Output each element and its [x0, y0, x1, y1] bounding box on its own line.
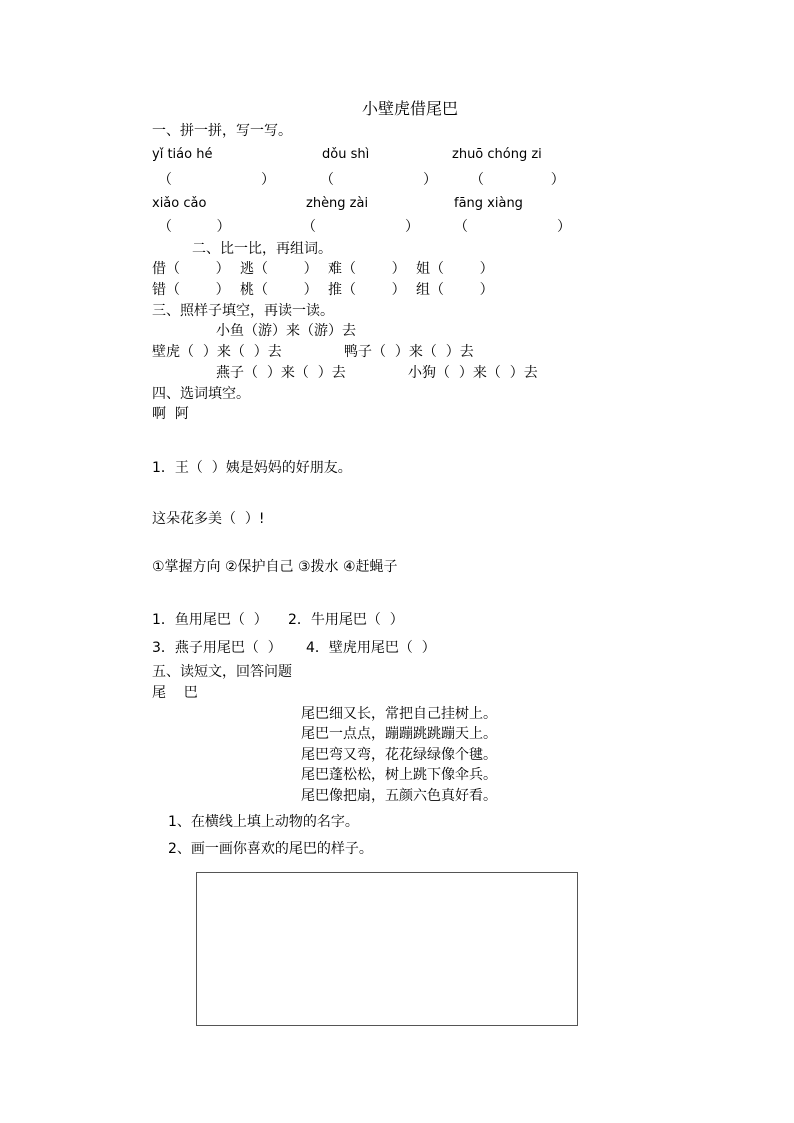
- fill-line-1b[interactable]: 鸭子（ ）来（ ）去: [344, 344, 474, 360]
- answer-blank-6[interactable]: （ ）: [454, 219, 572, 235]
- compare-word-3[interactable]: 难（ ）: [328, 261, 406, 277]
- fill-line-1a[interactable]: 壁虎（ ）来（ ）去: [152, 344, 282, 360]
- answer-blank-3[interactable]: （ ）: [470, 172, 565, 188]
- pinyin-6: fāng xiàng: [454, 196, 523, 211]
- reading-question-2: 2、画一画你喜欢的尾巴的样子。: [168, 841, 373, 857]
- compare-word-6[interactable]: 桃（ ）: [240, 282, 318, 298]
- section-5-heading: 五、读短文，回答问题: [152, 664, 292, 680]
- reading-question-1: 1、在横线上填上动物的名字。: [168, 814, 359, 830]
- pinyin-1: yǐ tiáo hé: [152, 147, 213, 162]
- question-4b[interactable]: 4．壁虎用尾巴（ ）: [306, 640, 436, 656]
- poem-line: 尾巴细又长，常把自己挂树上。: [301, 706, 497, 722]
- pinyin-4: xiǎo cǎo: [152, 196, 207, 211]
- compare-word-2[interactable]: 逃（ ）: [240, 261, 318, 277]
- poem-line: 尾巴一点点，蹦蹦跳跳蹦天上。: [301, 726, 497, 742]
- word-choices: 啊 阿: [152, 406, 189, 422]
- section-2-heading: 二、比一比，再组词。: [192, 241, 332, 257]
- answer-blank-1[interactable]: （ ）: [158, 172, 276, 188]
- poem-line: 尾巴蓬松松，树上跳下像伞兵。: [301, 767, 497, 783]
- pinyin-2: dǒu shì: [322, 147, 370, 162]
- fill-line-2a[interactable]: 燕子（ ）来（ ）去: [216, 365, 346, 381]
- question-4a[interactable]: 3．燕子用尾巴（ ）: [152, 640, 282, 656]
- fill-line-2b[interactable]: 小狗（ ）来（ ）去: [408, 365, 538, 381]
- compare-word-5[interactable]: 错（ ）: [152, 282, 230, 298]
- compare-word-8[interactable]: 组（ ）: [416, 282, 494, 298]
- example-line: 小鱼（游）来（游）去: [216, 323, 356, 339]
- answer-blank-2[interactable]: （ ）: [320, 172, 438, 188]
- poem-line: 尾巴弯又弯，花花绿绿像个毽。: [301, 747, 497, 763]
- section-3-heading: 三、照样子填空，再读一读。: [152, 303, 334, 319]
- pinyin-5: zhèng zài: [306, 196, 369, 211]
- compare-word-7[interactable]: 推（ ）: [328, 282, 406, 298]
- question-1[interactable]: 1．王（ ）姨是妈妈的好朋友。: [152, 460, 352, 476]
- poem-title: 尾 巴: [152, 685, 198, 701]
- question-3a[interactable]: 1．鱼用尾巴（ ）: [152, 612, 268, 628]
- options-line: ①掌握方向 ②保护自己 ③拨水 ④赶蝇子: [152, 559, 398, 575]
- question-3b[interactable]: 2．牛用尾巴（ ）: [288, 612, 404, 628]
- section-4-heading: 四、选词填空。: [152, 386, 250, 402]
- answer-blank-5[interactable]: （ ）: [302, 219, 420, 235]
- drawing-area[interactable]: [196, 872, 578, 1026]
- compare-word-1[interactable]: 借（ ）: [152, 261, 230, 277]
- question-2[interactable]: 这朵花多美（ ）!: [152, 511, 265, 527]
- poem-line: 尾巴像把扇，五颜六色真好看。: [301, 788, 497, 804]
- pinyin-3: zhuō chóng zi: [452, 147, 542, 162]
- page-title: 小壁虎借尾巴: [362, 99, 459, 118]
- section-1-heading: 一、拼一拼，写一写。: [152, 123, 292, 139]
- answer-blank-4[interactable]: （ ）: [158, 219, 231, 235]
- compare-word-4[interactable]: 姐（ ）: [416, 261, 494, 277]
